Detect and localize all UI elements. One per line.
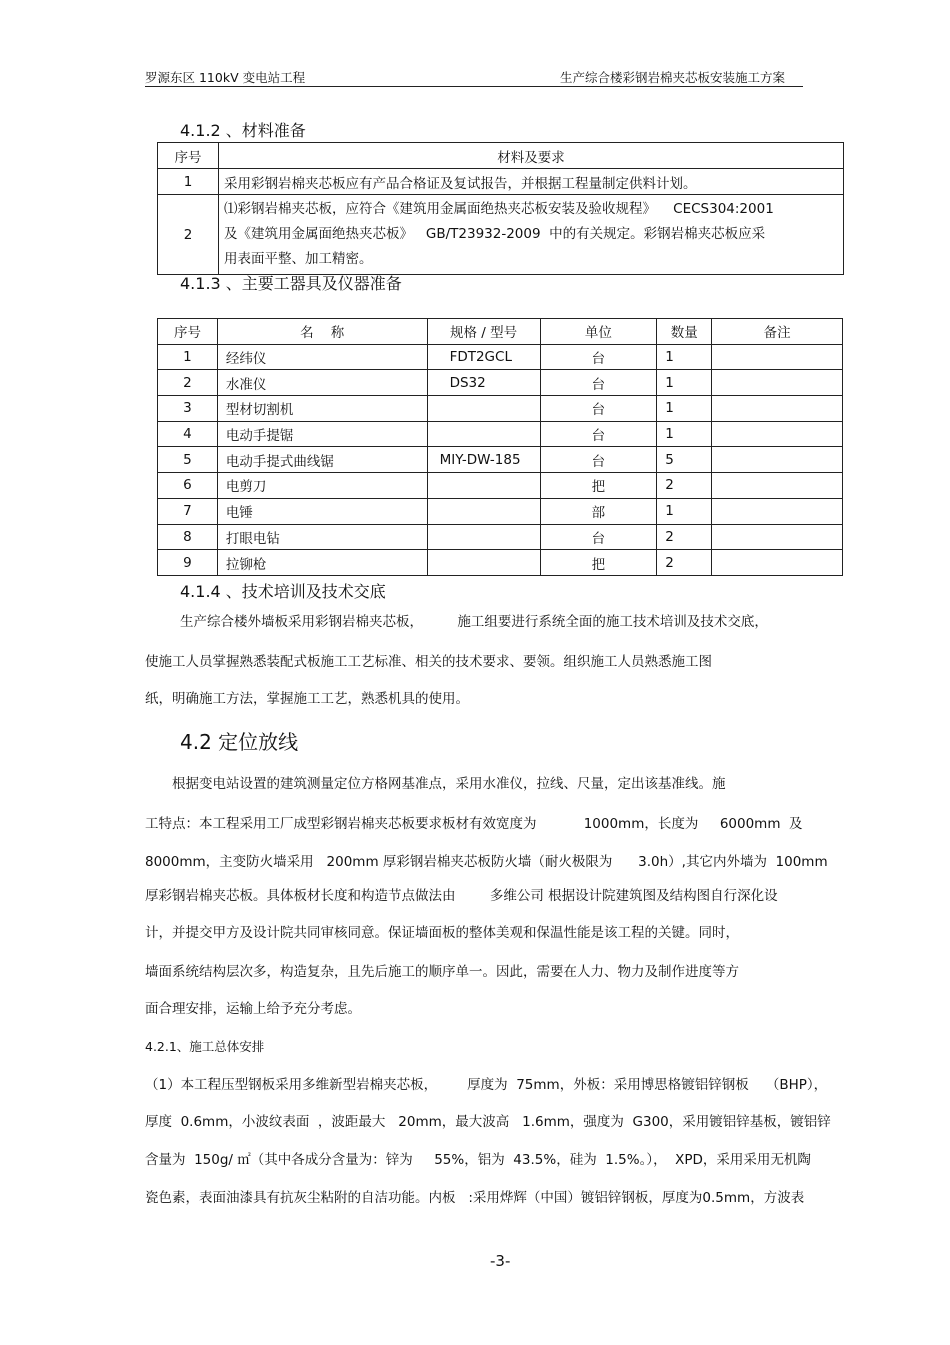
cell-remark <box>712 344 843 370</box>
paragraph-line: 8000mm，主变防火墙采用 200mm 厚彩钢岩棉夹芯板防火墙（耐火极限为 3.0h）,其它内外墙为 100mm <box>145 854 828 870</box>
paragraph-line: 根据变电站设置的建筑测量定位方格网基准点，采用水准仪，拉线、尺量，定出该基准线。施 <box>172 776 726 792</box>
cell-qty: 2 <box>657 550 712 576</box>
paragraph-line: 瓷色素，表面油漆具有抗灰尘粘附的自洁功能。内板 :采用烨辉（中国）镀铝锌钢板，厚度为0.5mm，方波表 <box>145 1190 805 1206</box>
cell-unit: 台 <box>540 447 657 473</box>
requirement-line: 用表面平整、加工精密。 <box>224 251 373 267</box>
page-number: -3- <box>490 1252 511 1270</box>
paragraph-line: 墙面系统结构层次多，构造复杂，且先后施工的顺序单一。因此，需要在人力、物力及制作进度等方 <box>145 964 739 980</box>
cell-remark <box>712 550 843 576</box>
paragraph-line: 厚彩钢岩棉夹芯板。具体板材长度和构造节点做法由 多维公司 根据设计院建筑图及结构图自行深化设 <box>145 888 778 904</box>
paragraph-line: 纸，明确施工方法，掌握施工工艺，熟悉机具的使用。 <box>145 691 469 707</box>
table-row <box>158 524 843 550</box>
cell-model <box>427 396 540 422</box>
cell-no: 7 <box>158 498 218 524</box>
cell-qty: 2 <box>657 473 712 499</box>
cell-unit: 台 <box>540 524 657 550</box>
cell-model: MIY-DW-185 <box>427 447 540 473</box>
cell-name: 电锤 <box>217 498 427 524</box>
section-4-2-1-title: 4.2.1、施工总体安排 <box>145 1039 265 1054</box>
header-cell: 备注 <box>712 319 843 345</box>
table-row <box>158 447 843 473</box>
requirement-line: 及《建筑用金属面绝热夹芯板》 GB/T23932-2009 中的有关规定。彩钢岩棉夹芯板应采 <box>224 226 766 242</box>
header-cell-requirements: 材料及要求 <box>219 143 844 169</box>
header-cell: 名 称 <box>217 319 427 345</box>
section-4-1-3-title: 4.1.3 、主要工器具及仪器准备 <box>180 274 402 293</box>
cell-unit: 台 <box>540 344 657 370</box>
header-cell: 规格 / 型号 <box>427 319 540 345</box>
cell-model: DS32 <box>427 370 540 396</box>
cell-remark <box>712 396 843 422</box>
cell-name: 拉铆枪 <box>217 550 427 576</box>
cell-no: 3 <box>158 396 218 422</box>
cell-no: 5 <box>158 447 218 473</box>
cell-no: 6 <box>158 473 218 499</box>
cell-no: 2 <box>158 195 219 275</box>
table-row <box>158 396 843 422</box>
cell-qty: 1 <box>657 370 712 396</box>
header-cell: 序号 <box>158 319 218 345</box>
cell-model <box>427 550 540 576</box>
cell-remark <box>712 370 843 396</box>
cell-name: 电剪刀 <box>217 473 427 499</box>
paragraph-line: 面合理安排，运输上给予充分考虑。 <box>145 1001 361 1017</box>
cell-name: 水准仪 <box>217 370 427 396</box>
paragraph-line: 工特点：本工程采用工厂成型彩钢岩棉夹芯板要求板材有效宽度为 1000mm，长度为 6000mm 及 <box>145 816 803 832</box>
paragraph-line: 使施工人员掌握熟悉装配式板施工工艺标准、相关的技术要求、要领。组织施工人员熟悉施工图 <box>145 654 712 670</box>
paragraph-line: 含量为 150g/ ㎡（其中各成分含量为：锌为 55%，铝为 43.5%，硅为 1.5%。）， XPD，采用采用无机陶 <box>145 1152 811 1168</box>
cell-unit: 台 <box>540 421 657 447</box>
section-4-1-2-title: 4.1.2 、材料准备 <box>180 121 306 140</box>
cell-name: 型材切割机 <box>217 396 427 422</box>
cell-qty: 1 <box>657 344 712 370</box>
table-row <box>158 344 843 370</box>
cell-unit: 部 <box>540 498 657 524</box>
table-row <box>158 169 844 195</box>
table-row <box>158 370 843 396</box>
cell-qty: 1 <box>657 498 712 524</box>
table-header-row <box>158 143 844 169</box>
header-right: 生产综合楼彩钢岩棉夹芯板安装施工方案 <box>560 70 786 85</box>
cell-qty: 1 <box>657 396 712 422</box>
materials-table <box>157 142 844 275</box>
cell-remark <box>712 421 843 447</box>
cell-qty: 1 <box>657 421 712 447</box>
table-header-row <box>158 319 843 345</box>
table-row <box>158 550 843 576</box>
cell-name: 打眼电钻 <box>217 524 427 550</box>
cell-requirement <box>219 195 844 275</box>
requirement-line: ⑴彩钢岩棉夹芯板，应符合《建筑用金属面绝热夹芯板安装及验收规程》 CECS304:2001 <box>224 201 774 217</box>
cell-qty: 5 <box>657 447 712 473</box>
cell-qty: 2 <box>657 524 712 550</box>
cell-remark <box>712 447 843 473</box>
cell-unit: 把 <box>540 550 657 576</box>
paragraph-line: （1）本工程压型钢板采用多维新型岩棉夹芯板， 厚度为 75mm，外板：采用博思格镀铝锌钢板 （BHP）， <box>145 1077 828 1093</box>
cell-unit: 台 <box>540 370 657 396</box>
cell-remark <box>712 498 843 524</box>
table-row <box>158 473 843 499</box>
cell-no: 9 <box>158 550 218 576</box>
cell-no: 8 <box>158 524 218 550</box>
table-row <box>158 498 843 524</box>
cell-model: FDT2GCL <box>427 344 540 370</box>
header-cell-no: 序号 <box>158 143 219 169</box>
cell-name: 电动手提式曲线锯 <box>217 447 427 473</box>
cell-remark <box>712 473 843 499</box>
cell-no: 1 <box>158 344 218 370</box>
paragraph-line: 生产综合楼外墙板采用彩钢岩棉夹芯板， 施工组要进行系统全面的施工技术培训及技术交底， <box>180 614 768 630</box>
cell-name: 电动手提锯 <box>217 421 427 447</box>
cell-model <box>427 421 540 447</box>
header-cell: 单位 <box>540 319 657 345</box>
cell-no: 4 <box>158 421 218 447</box>
table-row <box>158 421 843 447</box>
cell-no: 1 <box>158 169 219 195</box>
cell-unit: 把 <box>540 473 657 499</box>
cell-requirement: 采用彩钢岩棉夹芯板应有产品合格证及复试报告，并根据工程量制定供料计划。 <box>219 169 844 195</box>
section-4-1-4-title: 4.1.4 、技术培训及技术交底 <box>180 582 386 601</box>
table-row <box>158 195 844 275</box>
section-4-2-title: 4.2 定位放线 <box>180 730 299 754</box>
paragraph-line: 厚度 0.6mm，小波纹表面 ，波距最大 20mm，最大波高 1.6mm，强度为 G300，采用镀铝锌基板，镀铝锌 <box>145 1114 831 1130</box>
cell-no: 2 <box>158 370 218 396</box>
header-rule <box>145 86 803 87</box>
cell-model <box>427 524 540 550</box>
cell-name: 经纬仪 <box>217 344 427 370</box>
header-left: 罗源东区 110kV 变电站工程 <box>145 70 306 85</box>
paragraph-line: 计，并提交甲方及设计院共同审核同意。保证墙面板的整体美观和保温性能是该工程的关键。同时， <box>145 925 739 941</box>
cell-unit: 台 <box>540 396 657 422</box>
cell-model <box>427 498 540 524</box>
cell-model <box>427 473 540 499</box>
header-cell: 数量 <box>657 319 712 345</box>
cell-remark <box>712 524 843 550</box>
tools-table <box>157 318 843 576</box>
